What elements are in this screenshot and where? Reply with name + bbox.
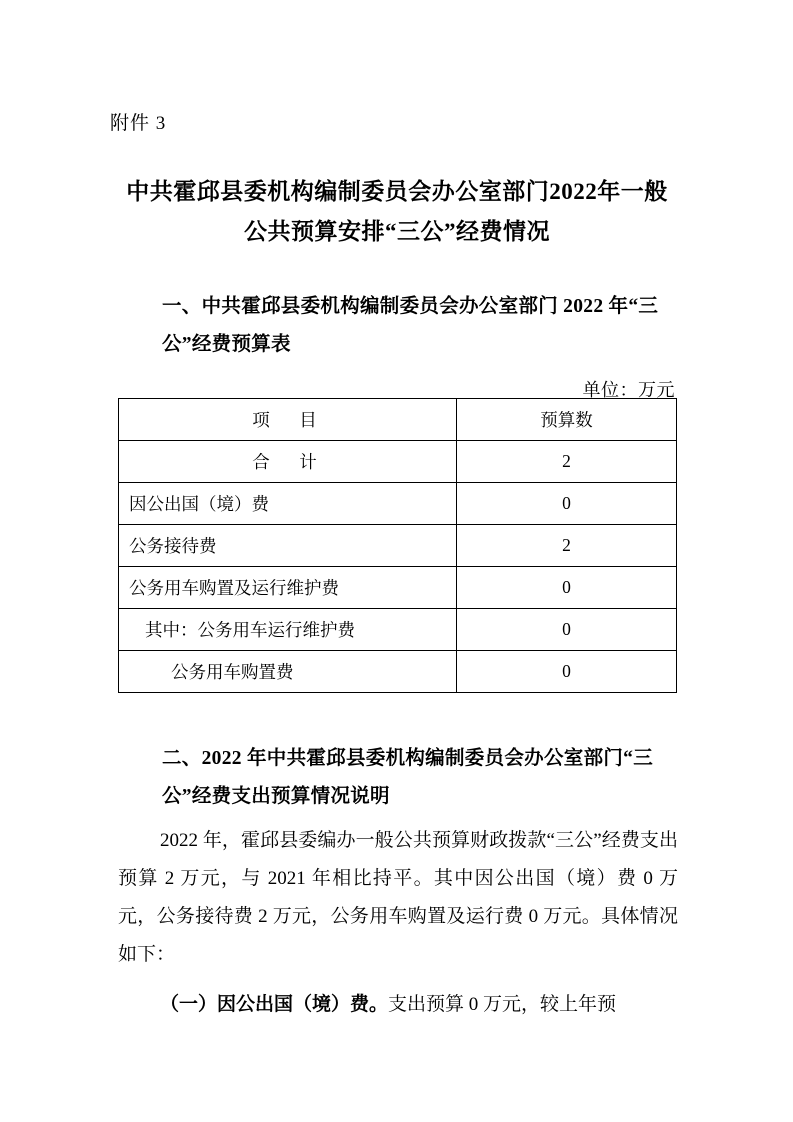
table-cell-label: 因公出国（境）费 <box>119 483 457 525</box>
attachment-label: 附件 3 <box>110 113 167 134</box>
table-row <box>119 441 677 483</box>
table-row <box>119 567 677 609</box>
table-cell-label: 公务接待费 <box>119 525 457 567</box>
paragraph-budget-summary <box>118 822 678 974</box>
table-row <box>119 483 677 525</box>
table-cell-value: 0 <box>457 483 677 525</box>
section-heading-1-text: 一、中共霍邱县委机构编制委员会办公室部门 2022 年“三公”经费预算表 <box>162 296 659 355</box>
paragraph-overseas-travel-title: （一）因公出国（境）费。 <box>160 994 389 1015</box>
table-cell-label: 合 计 <box>119 441 457 483</box>
table-cell-label: 其中：公务用车运行维护费 <box>119 609 457 651</box>
section-heading-2-text: 二、2022 年中共霍邱县委机构编制委员会办公室部门“三公”经费支出预算情况说明 <box>162 748 654 807</box>
section-heading-2 <box>118 740 678 816</box>
table-row <box>119 609 677 651</box>
paragraph-overseas-travel-text: 支出预算 0 万元，较上年预 <box>388 994 617 1015</box>
table-cell-value: 0 <box>457 651 677 693</box>
table-cell-label: 公务用车购置及运行维护费 <box>119 567 457 609</box>
table-cell-value: 0 <box>457 567 677 609</box>
table-cell-value: 2 <box>457 525 677 567</box>
table-unit-note: 单位：万元 <box>582 380 675 400</box>
table-header-item: 项 目 <box>119 399 457 441</box>
section-heading-1 <box>118 288 678 364</box>
budget-table <box>118 398 677 693</box>
page-title: 中共霍邱县委机构编制委员会办公室部门2022年一般公共预算安排“三公”经费情况 <box>126 179 668 244</box>
paragraph-overseas-travel <box>118 986 678 1024</box>
table-header-value: 预算数 <box>457 399 677 441</box>
table-header-row <box>119 399 677 441</box>
table-cell-value: 0 <box>457 609 677 651</box>
table-cell-label: 公务用车购置费 <box>119 651 457 693</box>
table-cell-value: 2 <box>457 441 677 483</box>
table-row <box>119 651 677 693</box>
paragraph-budget-summary-text: 2022 年，霍邱县委编办一般公共预算财政拨款“三公”经费支出预算 2 万元，与 2021 年相比持平。其中因公出国（境）费 0 万元，公务接待费 2 万元，公务用车购置及运行费 0 万元。具体情况如下： <box>118 830 678 965</box>
table-row <box>119 525 677 567</box>
